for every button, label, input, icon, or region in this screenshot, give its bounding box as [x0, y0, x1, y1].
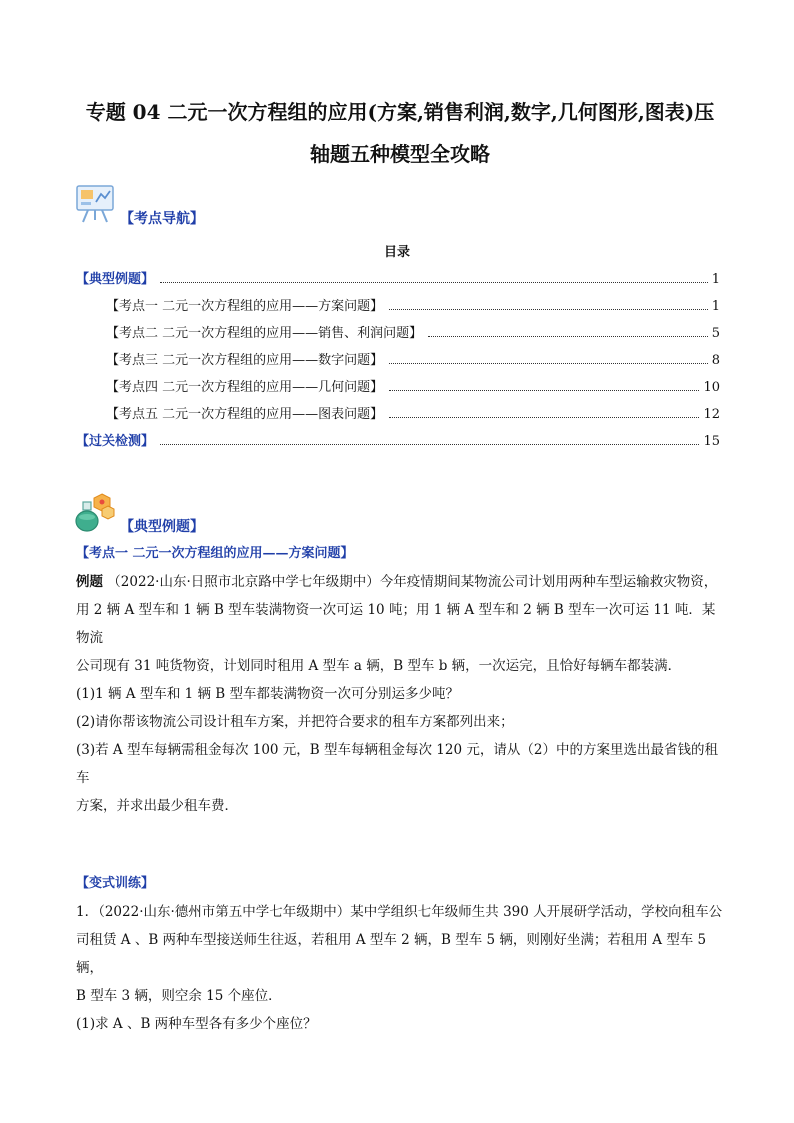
toc-item-page: 15 [703, 434, 720, 449]
toc-leader-dots [160, 443, 699, 445]
toc-item-page: 8 [711, 353, 720, 368]
toc-item-kaodian-3[interactable] [76, 349, 720, 376]
toc-item-label: 【考点三 二元一次方程组的应用——数字问题】 [106, 353, 384, 368]
variant-part-1: (1)求 A 、B 两种车型各有多少个座位？ [76, 1016, 317, 1032]
section-label: 【典型例题】 [120, 519, 204, 535]
toc-item-kaodian-5[interactable] [76, 403, 720, 430]
page-title-line1: 专题 04 二元一次方程组的应用(方案,销售利润,数字,几何图形,图表)压 [85, 100, 715, 124]
toc-title: 目录 [383, 245, 410, 260]
example-problem [76, 568, 726, 820]
toc-item-label: 【典型例题】 [76, 272, 155, 287]
toc-item-label: 【考点四 二元一次方程组的应用——几何问题】 [106, 380, 384, 395]
toc-item-typical-examples[interactable] [76, 268, 720, 295]
toc-item-page: 12 [703, 407, 720, 422]
variant-line-1: 1．（2022·山东·德州市第五中学七年级期中）某中学组织七年级师生共 390 人开展研学活动，学校向租车公 [76, 904, 723, 920]
page-title-line2: 轴题五种模型全攻略 [310, 142, 490, 166]
variant-line-2: 司租赁 A 、B 两种车型接送师生往返，若租用 A 型车 2 辆，B 型车 5 辆，则刚好坐满；若租用 A 型车 5 辆， [76, 932, 707, 976]
toc-item-label: 【考点一 二元一次方程组的应用——方案问题】 [106, 299, 384, 314]
example-part-3b: 方案，并求出最少租车费． [76, 798, 238, 814]
variant-question-1 [76, 898, 726, 1038]
toc-item-review-check[interactable] [76, 430, 720, 457]
chemistry-flask-icon [74, 492, 118, 534]
toc-item-label: 【考点二 二元一次方程组的应用——销售、利润问题】 [106, 326, 423, 341]
nav-header [74, 180, 374, 230]
nav-section-label: 【考点导航】 [120, 211, 204, 227]
example-line-2: 用 2 辆 A 型车和 1 辆 B 型车装满物资一次可运 10 吨；用 1 辆 A 型车和 2 辆 B 型车一次可运 11 吨．某物流 [76, 602, 716, 646]
toc-item-kaodian-2[interactable] [76, 322, 720, 349]
toc-item-page: 5 [711, 326, 720, 341]
toc-leader-dots [160, 281, 708, 283]
toc-item-label: 【考点五 二元一次方程组的应用——图表问题】 [106, 407, 384, 422]
variant-line-3: B 型车 3 辆，则空余 15 个座位． [76, 988, 282, 1004]
variant-training-heading: 【变式训练】 [76, 876, 155, 891]
example-part-3a: (3)若 A 型车每辆需租金每次 100 元，B 型车每辆租金每次 120 元，请从（2）中的方案里选出最省钱的租车 [76, 742, 718, 786]
table-of-contents [76, 268, 720, 457]
toc-leader-dots [389, 389, 699, 391]
toc-item-page: 1 [711, 272, 720, 287]
section-header [74, 492, 374, 535]
toc-item-page: 10 [703, 380, 720, 395]
toc-item-page: 1 [711, 299, 720, 314]
toc-item-label: 【过关检测】 [76, 434, 155, 449]
toc-leader-dots [428, 335, 708, 337]
toc-leader-dots [389, 416, 699, 418]
example-part-1: (1)1 辆 A 型车和 1 辆 B 型车都装满物资一次可分别运多少吨？ [76, 686, 460, 702]
example-line-1: （2022·山东·日照市北京路中学七年级期中）今年疫情期间某物流公司计划用两种车型运输救灾物资， [107, 574, 718, 590]
kaodian-1-heading: 【考点一 二元一次方程组的应用——方案问题】 [76, 546, 354, 561]
presentation-board-icon [74, 180, 118, 226]
example-part-2: (2)请你帮该物流公司设计租车方案，并把符合要求的租车方案都列出来； [76, 714, 514, 730]
example-lead: 例题 [76, 574, 103, 590]
toc-leader-dots [389, 308, 708, 310]
toc-item-kaodian-1[interactable] [76, 295, 720, 322]
toc-leader-dots [389, 362, 708, 364]
example-line-3: 公司现有 31 吨货物资，计划同时租用 A 型车 a 辆，B 型车 b 辆，一次运完，且恰好每辆车都装满． [76, 658, 682, 674]
toc-item-kaodian-4[interactable] [76, 376, 720, 403]
